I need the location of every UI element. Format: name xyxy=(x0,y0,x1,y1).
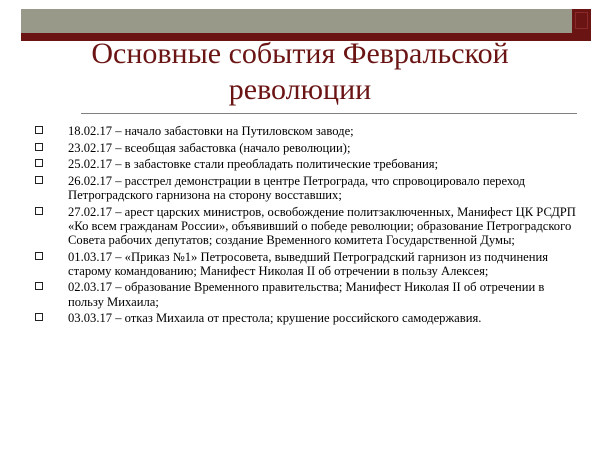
event-text: 27.02.17 – арест царских министров, освобождение политзаключенных, Манифест ЦК РСДРП «Ко всем гражданам России», объявивший о победе революции; образование Петроградского Совета рабочих депутатов; создание Временного комитета Государственной Думы; xyxy=(68,204,576,247)
list-item xyxy=(32,280,580,308)
slide-title: Основные события Февральской революции xyxy=(91,37,509,106)
event-text: 03.03.17 – отказ Михаила от престола; крушение российского самодержавия. xyxy=(68,311,482,326)
square-bullet-icon xyxy=(35,313,43,321)
list-item xyxy=(32,141,580,155)
header-accent-inner xyxy=(575,12,588,29)
list-item xyxy=(32,250,580,278)
event-text: 23.02.17 – всеобщая забастовка (начало революции); xyxy=(68,140,351,155)
event-text: 26.02.17 – расстрел демонстрации в центре Петрограда, что спровоцировало переход Петроградского гарнизона на сторону восставших; xyxy=(68,173,526,202)
square-bullet-icon xyxy=(35,159,43,167)
list-item xyxy=(32,205,580,248)
square-bullet-icon xyxy=(35,126,43,134)
square-bullet-icon xyxy=(35,282,43,290)
list-item xyxy=(32,174,580,202)
square-bullet-icon xyxy=(35,252,43,260)
square-bullet-icon xyxy=(35,176,43,184)
square-bullet-icon xyxy=(35,143,43,151)
event-text: 18.02.17 – начало забастовки на Путиловском заводе; xyxy=(68,124,354,138)
events-list xyxy=(32,124,580,328)
event-text: 25.02.17 – в забастовке стали преобладать политические требования; xyxy=(68,157,439,172)
square-bullet-icon xyxy=(35,207,43,215)
event-text: 01.03.17 – «Приказ №1» Петросовета, выведший Петроградский гарнизон из подчинения старому командованию; Манифест Николая II об отречении в пользу Алексея; xyxy=(68,249,549,278)
title-divider xyxy=(81,113,577,114)
list-item xyxy=(32,311,580,325)
list-item xyxy=(32,157,580,171)
event-text: 02.03.17 – образование Временного правительства; Манифест Николая II об отречении в пользу Михаила; xyxy=(68,280,545,309)
list-item xyxy=(32,124,580,138)
